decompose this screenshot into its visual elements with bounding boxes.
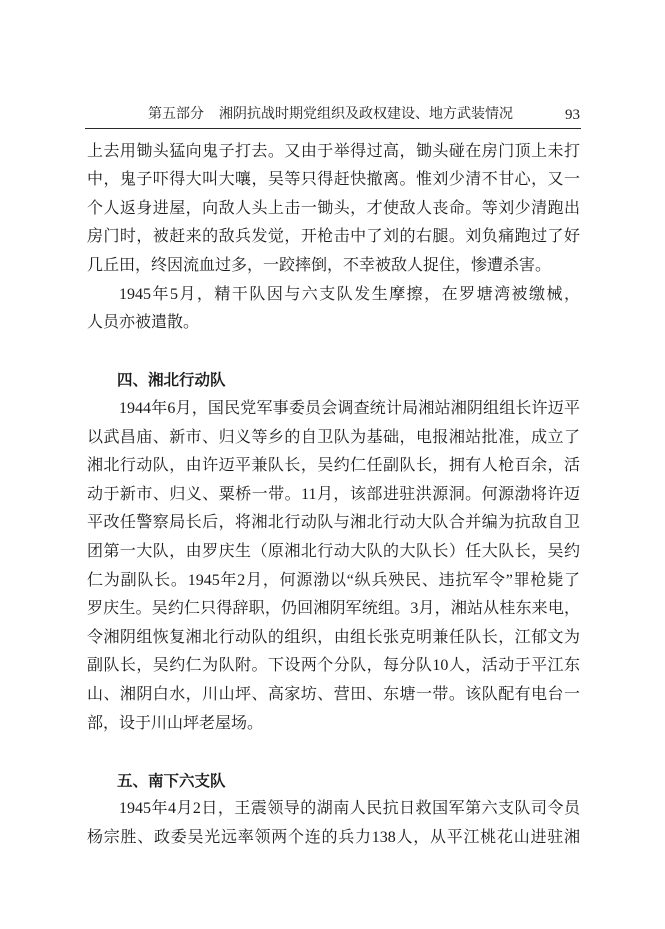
text-line: 中，鬼子吓得大叫大嚷，吴等只得赶快撤离。惟刘少清不甘心，又一 xyxy=(87,171,580,189)
text-line: 团第一大队，由罗庆生（原湘北行动大队的大队长）任大队长，吴约 xyxy=(87,543,580,560)
page-number: 93 xyxy=(565,107,580,123)
text-line: 房门时，被赶来的敌兵发觉，开枪击中了刘的右腿。刘负痛跑过了好 xyxy=(87,228,580,246)
text-line: 上去用锄头猛向鬼子打去。又由于举得过高，锄头碰在房门顶上未打 xyxy=(87,142,580,160)
text-line: 仁为副队长。1945年2月，何源渤以“纵兵殃民、违抗军令”罪枪毙了 xyxy=(87,571,580,589)
section-heading: 四、湘北行动队 xyxy=(117,371,226,390)
text-line: 1945年4月2日，王震领导的湖南人民抗日救国军第六支队司令员 xyxy=(119,800,580,818)
paragraph xyxy=(87,138,580,281)
text-line: 1945年5月，精干队因与六支队发生摩擦，在罗塘湾被缴械， xyxy=(119,285,580,303)
text-line: 几丘田，终因流血过多，一跤摔倒，不幸被敌人捉住，惨遭杀害。 xyxy=(87,257,552,275)
header-divider xyxy=(85,128,581,129)
page-body xyxy=(87,138,580,853)
text-line: 人员亦被遣散。 xyxy=(87,314,200,332)
text-line: 部，设于川山坪老屋场。 xyxy=(87,714,264,732)
text-line: 副队长，吴约仁为队附。下设两个分队，每分队10人，活动于平江东 xyxy=(87,657,580,675)
paragraph xyxy=(87,395,580,738)
text-line: 1944年6月，国民党军事委员会调查统计局湘站湘阴组组长许迈平 xyxy=(119,400,580,418)
text-line: 湘北行动队，由许迈平兼队长，吴约仁任副队长，拥有人枪百余，活 xyxy=(87,457,580,475)
text-line: 平改任警察局长后，将湘北行动队与湘北行动大队合并编为抗敌自卫 xyxy=(87,514,580,532)
text-line: 山、湘阴白水，川山坪、高家坊、营田、东塘一带。该队配有电台一 xyxy=(87,685,580,703)
header-part-label: 第五部分 xyxy=(148,107,204,122)
text-line: 令湘阴组恢复湘北行动队的组织，由组长张克明兼任队长，江郁文为 xyxy=(87,628,580,646)
text-line: 杨宗胜、政委吴光远率领两个连的兵力138人，从平江桃花山进驻湘 xyxy=(87,828,580,846)
text-line: 个人返身进屋，向敌人头上击一锄头，才使敌人丧命。等刘少清跑出 xyxy=(87,199,580,217)
text-line: 动于新市、归义、粟桥一带。11月，该部进驻洪源洞。何源渤将许迈 xyxy=(87,485,580,503)
section-heading: 五、南下六支队 xyxy=(117,771,226,790)
paragraph xyxy=(87,281,580,338)
running-header xyxy=(148,104,513,126)
header-title: 湘阴抗战时期党组织及政权建设、地方武装情况 xyxy=(219,107,513,122)
text-line: 以武昌庙、新市、归义等乡的自卫队为基础，电报湘站批准，成立了 xyxy=(87,428,580,446)
paragraph xyxy=(87,795,580,852)
text-line: 罗庆生。吴约仁只得辞职，仍回湘阴军统组。3月，湘站从桂东来电， xyxy=(87,600,580,618)
